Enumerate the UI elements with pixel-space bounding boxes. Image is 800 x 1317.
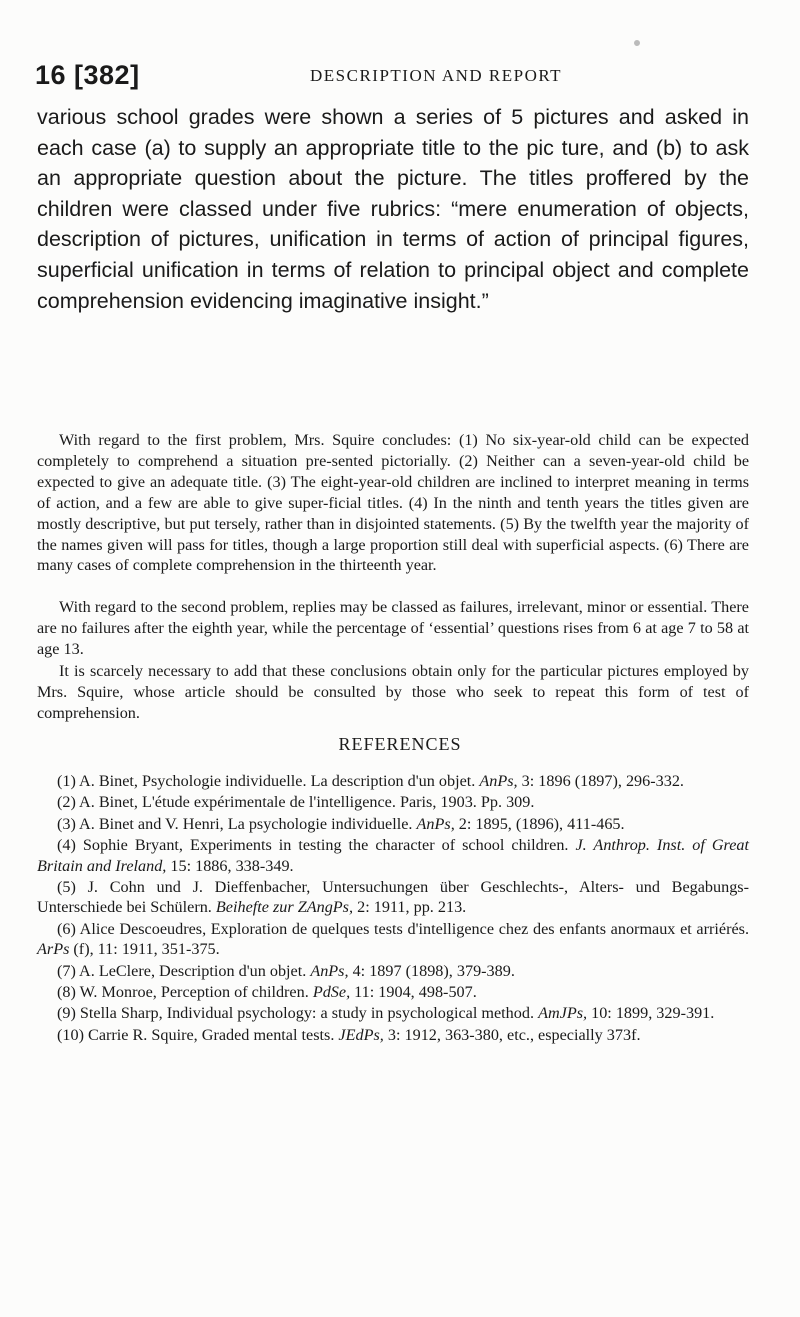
ink-spot	[634, 40, 640, 46]
summary-paragraph-3: It is scarcely necessary to add that these conclusions obtain only for the particular pictures employed by Mrs. Squire, whose article should be consulted by those who seek to repeat this form of test of comprehension.	[37, 662, 749, 722]
reference-item: (6) Alice Descoeudres, Exploration de quelques tests d'intelligence chez des enfants anormaux et arriérés. ArPs (f), 11: 1911, 351-375.	[37, 919, 749, 959]
reference-item: (2) A. Binet, L'étude expérimentale de l'intelligence. Paris, 1903. Pp. 309.	[57, 793, 535, 812]
reference-item: (8) W. Monroe, Perception of children. PdSe, 11: 1904, 498-507.	[57, 983, 477, 1002]
reference-item: (7) A. LeClere, Description d'un objet. AnPs, 4: 1897 (1898), 379-389.	[57, 961, 515, 980]
references-list	[37, 771, 749, 1046]
reference-item: (4) Sophie Bryant, Experiments in testing the character of school children. J. Anthrop. Inst. of Great Britain and Ireland, 15: 1886, 338-349.	[37, 836, 750, 875]
reference-item: (1) A. Binet, Psychologie individuelle. La description d'un objet. AnPs, 3: 1896 (1897), 296-332.	[57, 772, 684, 790]
running-head: DESCRIPTION AND REPORT	[310, 66, 563, 85]
reference-item: (3) A. Binet and V. Henri, La psychologie individuelle. AnPs, 2: 1895, (1896), 411-465.	[57, 814, 625, 833]
reference-item: (10) Carrie R. Squire, Graded mental tests. JEdPs, 3: 1912, 363-380, etc., especially 373f.	[57, 1025, 641, 1044]
summary-paragraph-2: With regard to the second problem, replies may be classed as failures, irrelevant, minor or essential. There are no failures after the eighth year, while the percentage of ‘essential’ questions rises from 6 at age 7 to 58 at age 13.	[37, 598, 749, 658]
summary-paragraph-1: With regard to the first problem, Mrs. Squire concludes: (1) No six-year-old child can be expected completely to comprehend a situation pre-sented pictorially. (2) Neither can a seven-year-old child be expected to give an adequate title. (3) The eight-year-old children are inclined to interpret meaning in terms of action, and a few are able to give super-ficial titles. (4) In the ninth and tenth years the titles given are mostly descriptive, but put tersely, rather than in disjointed statements. (5) By the twelfth year the majority of the names given will pass for titles, though a large proportion still deal with superficial aspects. (6) There are many cases of complete comprehension in the thirteenth year.	[37, 431, 749, 575]
reference-item: (5) J. Cohn und J. Dieffenbacher, Untersuchungen über Geschlechts-, Alters- und Begabungs-Unterschiede bei Schülern. Beihefte zur ZAngPs, 2: 1911, pp. 213.	[37, 878, 749, 917]
page-header	[35, 60, 735, 94]
page-number: 16 [382]	[35, 60, 140, 90]
references-heading: REFERENCES	[338, 734, 462, 754]
reference-item: (9) Stella Sharp, Individual psychology: a study in psychological method. AmJPs, 10: 1899, 329-391.	[57, 1004, 715, 1023]
lead-paragraph: various school grades were shown a series of 5 pictures and asked in each case (a) to supply an appropriate title to the pic ture, and (b) to ask an appropriate question about the picture. The titles proffered by the children were classed under five rubrics: “mere enumeration of objects, description of pictures, unification in terms of action of principal figures, superficial unification in terms of relation to principal object and complete comprehension evidencing imaginative insight.”	[37, 105, 749, 313]
